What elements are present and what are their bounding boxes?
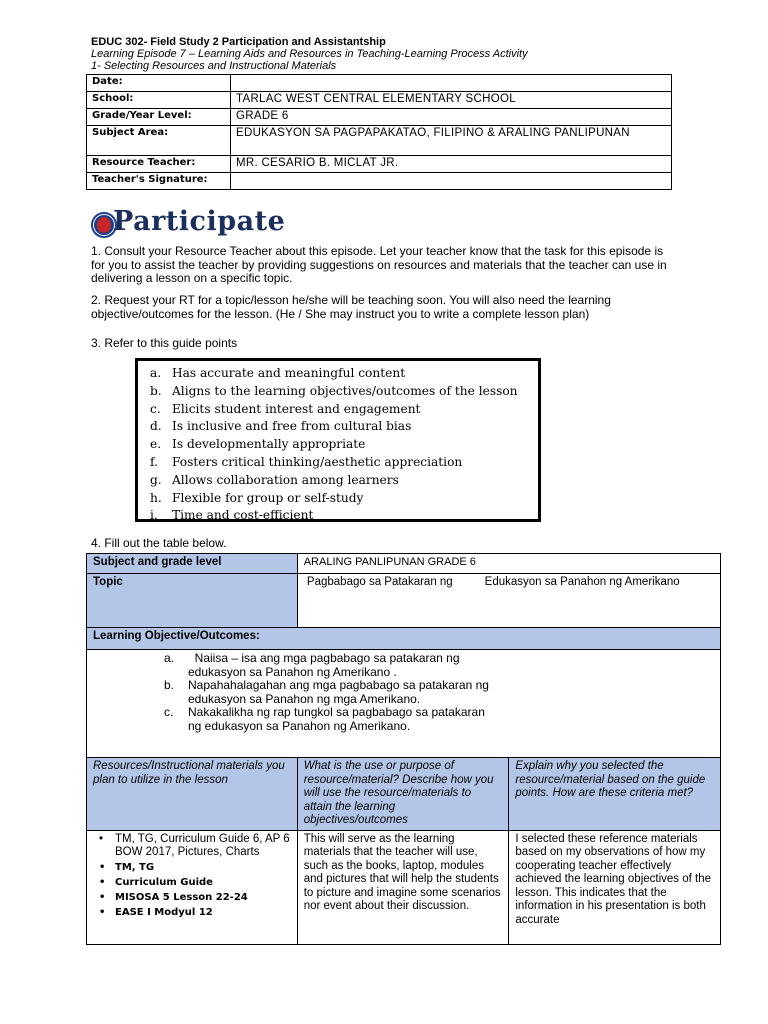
guide-point-text: Is inclusive and free from cultural bias: [172, 419, 412, 434]
objective-letter: a.: [164, 651, 175, 665]
resource-teacher-label: Resource Teacher:: [87, 156, 231, 173]
date-label: Date:: [87, 75, 231, 92]
guide-point-letter: d.: [150, 419, 162, 434]
lesson-resources-table: [86, 553, 721, 945]
guide-point-text: Is developmentally appropriate: [172, 437, 366, 452]
school-value: TARLAC WEST CENTRAL ELEMENTARY SCHOOL: [231, 92, 672, 109]
objective-item: [164, 651, 500, 679]
reason-cell: [509, 830, 721, 944]
guide-point-letter: f.: [150, 454, 158, 469]
section-title: Participate: [113, 206, 286, 237]
activity-subtitle: 1- Selecting Resources and Instructional Materials: [91, 60, 337, 72]
objective-letter: c.: [164, 705, 174, 719]
instruction-4: 4. Fill out the table below.: [91, 536, 227, 550]
guide-point-text: Flexible for group or self-study: [172, 490, 364, 505]
guide-point: [150, 490, 538, 508]
col-header-resources: Resources/Instructional materials you plan to utilize in the lesson: [87, 758, 298, 831]
guide-point-letter: i.: [150, 508, 158, 523]
resource-item: • EASE I Modyul 12: [115, 905, 291, 920]
guide-point: [150, 436, 538, 454]
purpose-cell: This will serve as the learning materials that the teacher will use, such as the books, laptop, modules and pictures that will help the students to picture and imagine some scenarios nor event about their discussion.: [297, 830, 509, 944]
guide-point: [150, 418, 538, 436]
guide-points-box: [135, 358, 541, 522]
guide-point-letter: a.: [150, 366, 162, 380]
subject-area-label: Subject Area:: [87, 126, 231, 156]
objective-letter: b.: [164, 678, 175, 692]
instruction-2: 2. Request your RT for a topic/lesson he/she will be teaching soon. You will also need the learning objective/outcomes for the lesson. (He / She may instruct you to write a complete lesson plan): [91, 293, 611, 321]
objective-text: Napahahalagahan ang mga pagbabago sa patakaran ng edukasyon sa Panahon ng mga Amerikano.: [188, 678, 489, 706]
grade-level-label: Grade/Year Level:: [87, 109, 231, 126]
objectives-list: [93, 652, 500, 733]
guide-point: [150, 383, 538, 401]
col-header-purpose: What is the use or purpose of resource/material? Describe how you will use the resource/materials to attain the learning objectives/outcomes: [297, 758, 509, 831]
instruction-3: 3. Refer to this guide points: [91, 336, 238, 350]
guide-point-letter: e.: [150, 437, 162, 452]
guide-point: [150, 401, 538, 419]
resource-item: • MISOSA 5 Lesson 22-24: [115, 890, 291, 905]
guide-point: [150, 365, 538, 383]
grade-level-value: GRADE 6: [231, 109, 672, 126]
guide-point-letter: h.: [150, 490, 162, 505]
teacher-signature-label: Teacher's Signature:: [87, 173, 231, 190]
guide-point-letter: g.: [150, 472, 162, 487]
resource-item: • TM, TG: [115, 860, 291, 875]
guide-point-text: Aligns to the learning objectives/outcomes of the lesson: [172, 383, 518, 398]
guide-point-text: Has accurate and meaningful content: [172, 366, 406, 380]
guide-point-text: Time and cost-efficient: [172, 508, 314, 523]
guide-point-text: Allows collaboration among learners: [172, 472, 399, 487]
subject-grade-label: Subject and grade level: [87, 554, 298, 574]
school-label: School:: [87, 92, 231, 109]
resource-item: • TM, TG, Curriculum Guide 6, AP 6 BOW 2017, Pictures, Charts: [115, 833, 291, 860]
objective-text: Nakakalikha ng rap tungkol sa pagbabago sa patakaran ng edukasyon sa Panahon ng Amerikano.: [188, 705, 485, 733]
col-header-reason: Explain why you selected the resource/material based on the guide points. How are these criteria met?: [509, 758, 721, 831]
objective-item: [164, 705, 500, 733]
teacher-signature-value: [231, 173, 672, 190]
document-title: EDUC 302- Field Study 2 Participation and Assistantship: [91, 36, 386, 48]
subject-grade-value: ARALING PANLIPUNAN GRADE 6: [297, 554, 720, 574]
objectives-cell: [87, 650, 721, 758]
episode-subtitle: Learning Episode 7 – Learning Aids and Resources in Teaching-Learning Process Activity: [91, 48, 528, 60]
resource-teacher-value: MR. CESARIO B. MICLAT JR.: [231, 156, 672, 173]
topic-value: Pagbabago sa Patakaran ng Edukasyon sa Panahon ng Amerikano: [297, 574, 720, 628]
topic-label: Topic: [87, 574, 298, 628]
reason-text: I selected these reference materials based on my observations of how my cooperating teacher effectively achieved the learning objectives of the lesson. This indicates that the information in his presentation is both accurate: [515, 832, 712, 926]
guide-point: [150, 454, 538, 472]
info-table: [86, 74, 672, 190]
objective-text: Naiisa – isa ang mga pagbabago sa patakaran ng edukasyon sa Panahon ng Amerikano .: [188, 651, 463, 679]
guide-point: [150, 507, 538, 525]
guide-points-list: [138, 361, 538, 525]
guide-point-text: Elicits student interest and engagement: [172, 401, 421, 416]
objective-item: [164, 678, 500, 706]
subject-area-value: EDUKASYON SA PAGPAPAKATAO, FILIPINO & ARALING PANLIPUNAN: [231, 126, 672, 156]
guide-point-letter: b.: [150, 383, 162, 398]
resources-list: [93, 833, 291, 920]
objectives-label: Learning Objective/Outcomes:: [87, 628, 721, 650]
resource-item: • Curriculum Guide: [115, 875, 291, 890]
date-value: [231, 75, 672, 92]
guide-point-letter: c.: [150, 401, 161, 416]
instruction-1: 1. Consult your Resource Teacher about this episode. Let your teacher know that the task for this episode is for you to assist the teacher by providing suggestions on resources and materials that the teacher can use in delivering a lesson on a specific topic.: [91, 244, 667, 285]
resources-cell: [87, 830, 298, 944]
guide-point: [150, 472, 538, 490]
guide-point-text: Fosters critical thinking/aesthetic appreciation: [172, 454, 463, 469]
